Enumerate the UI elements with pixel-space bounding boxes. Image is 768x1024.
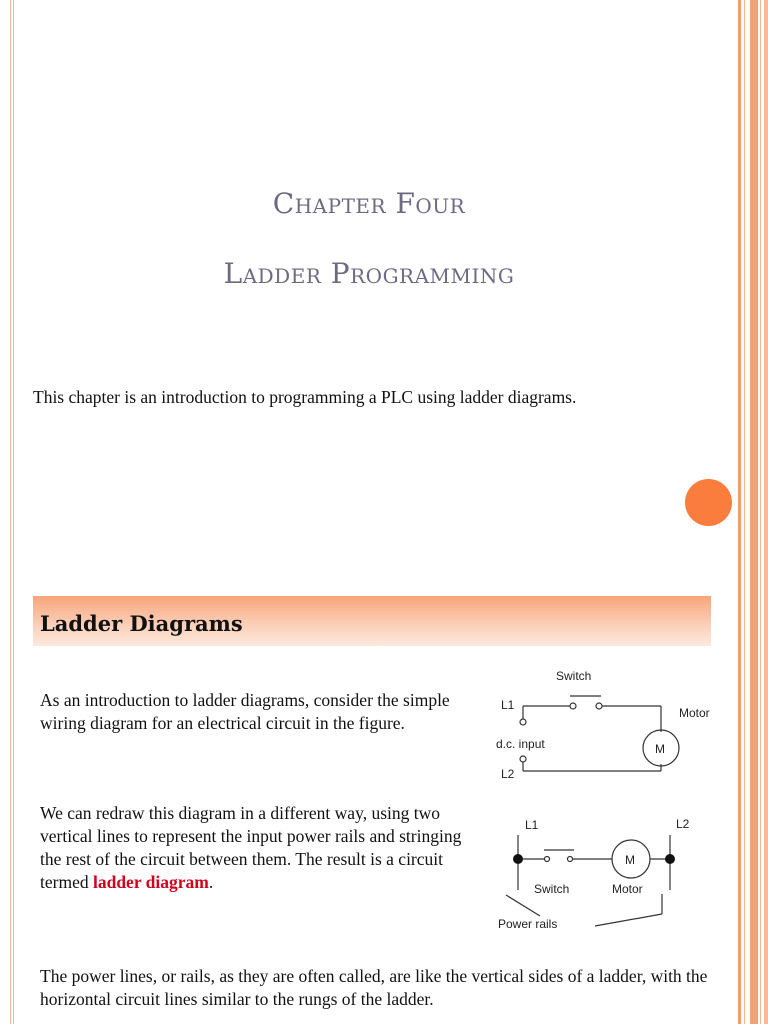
wiring-l2-label: L2 xyxy=(501,767,515,781)
paragraph-intro: As an introduction to ladder diagrams, consider the simple wiring diagram for an electrical circuit in the figure. xyxy=(40,690,450,733)
wiring-diagram xyxy=(490,660,730,785)
ladder-diagram-term: ladder diagram xyxy=(92,872,209,892)
right-border-rail xyxy=(760,0,761,1024)
right-border-rail xyxy=(750,0,758,1024)
ladder-diagram-figure xyxy=(490,810,730,935)
right-border-rail xyxy=(764,0,768,1024)
right-border-rail xyxy=(738,0,741,1024)
left-border-line xyxy=(10,0,11,1024)
paragraph-rails: The power lines, or rails, as they are often called, are like the vertical sides of a ladder, with the horizontal circuit lines similar to the rungs of the ladder. xyxy=(40,966,708,1009)
ladder-motor-symbol: M xyxy=(625,853,635,867)
wiring-switch-label: Switch xyxy=(556,669,592,683)
wiring-motor-symbol: M xyxy=(655,742,665,756)
section-heading: Ladder Diagrams xyxy=(40,611,243,636)
paragraph-ladder-text: We can redraw this diagram in a different way, using two vertical lines to represent the input power rails and stringing the rest of the circuit between them. The result is a circuit termed xyxy=(40,803,462,892)
right-border-rail xyxy=(744,0,745,1024)
ladder-switch-label: Switch xyxy=(534,882,570,896)
decorative-circle xyxy=(685,479,732,526)
chapter-intro: This chapter is an introduction to programming a PLC using ladder diagrams. xyxy=(33,387,577,407)
paragraph-ladder xyxy=(40,802,480,894)
wiring-input-label: d.c. input xyxy=(496,737,545,751)
section-heading-band xyxy=(33,596,711,646)
ladder-motor-label: Motor xyxy=(612,882,643,896)
ladder-l1-label: L1 xyxy=(525,818,539,832)
left-border-line xyxy=(13,0,14,1024)
chapter-title: Chapter Four xyxy=(272,187,466,220)
wiring-motor-label: Motor xyxy=(679,706,710,720)
wiring-l1-label: L1 xyxy=(501,698,515,712)
chapter-subtitle: Ladder Programming xyxy=(223,257,515,290)
power-rails-label: Power rails xyxy=(498,917,558,931)
paragraph-ladder-end: . xyxy=(208,872,214,892)
ladder-l2-label: L2 xyxy=(676,817,690,831)
